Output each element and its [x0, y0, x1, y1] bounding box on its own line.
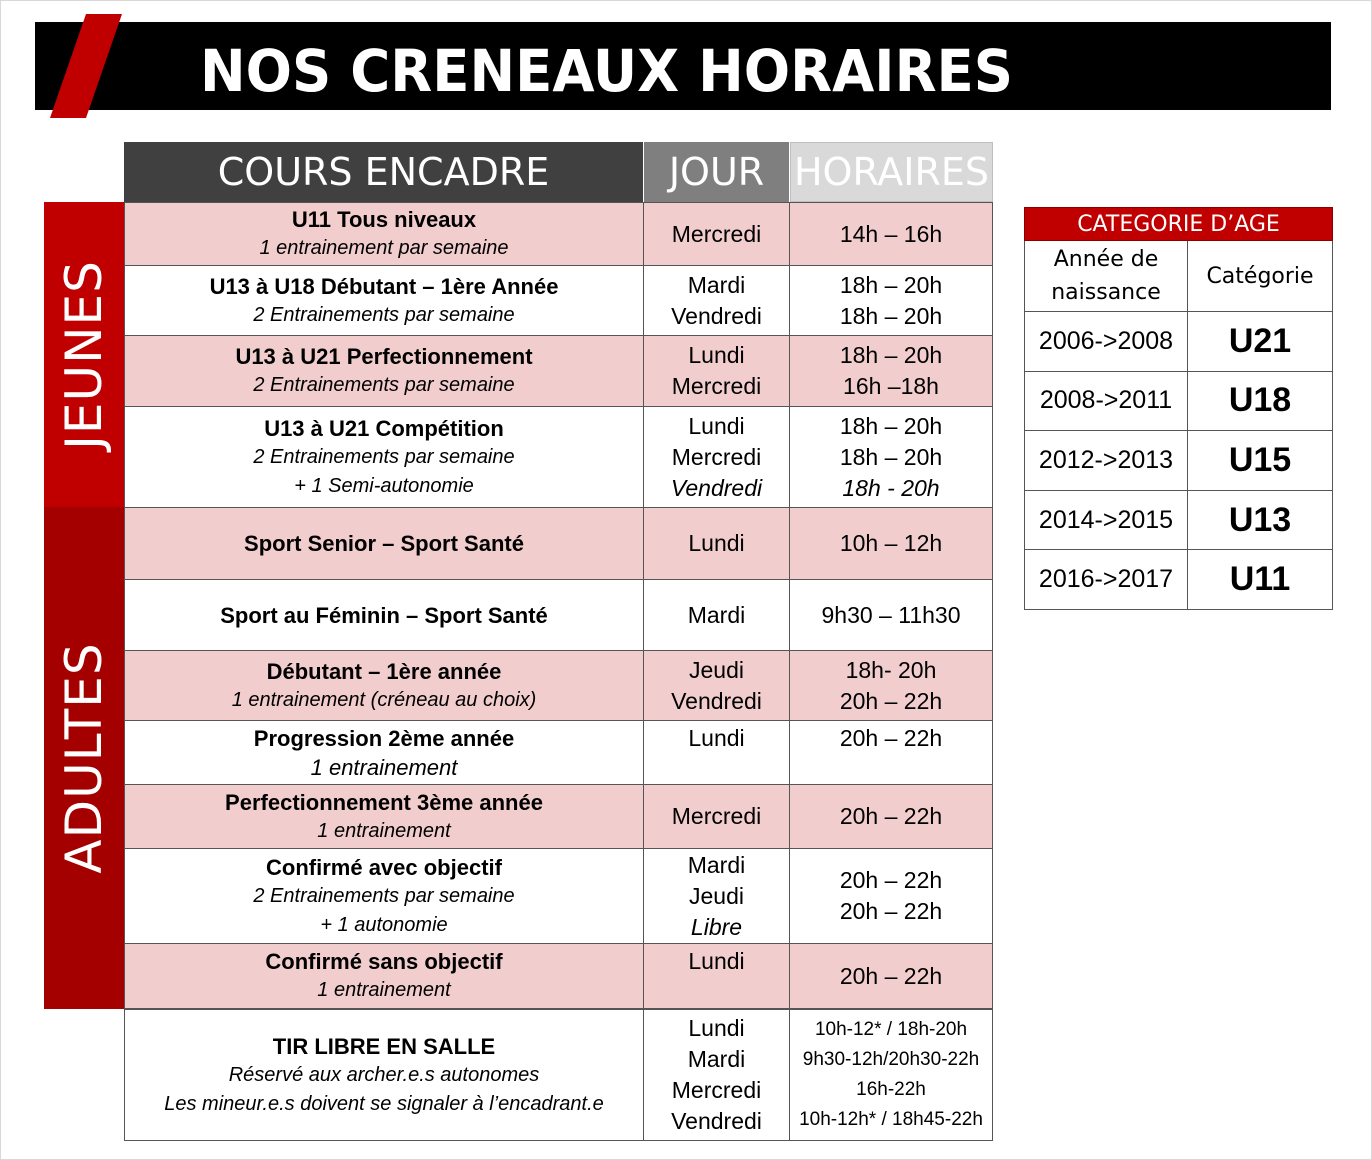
time-cell: [790, 651, 993, 720]
day-cell: [644, 651, 790, 720]
age-category-row: [1024, 312, 1333, 372]
age-category-header-row: [1024, 241, 1333, 312]
section-band-adultes: [44, 507, 124, 1009]
course-cell: [124, 785, 644, 848]
day: Mercredi: [671, 1077, 762, 1103]
time: 18h – 20h: [839, 342, 943, 368]
course-subtitle: 2 Entrainements par semaine: [253, 884, 515, 907]
time: 20h – 22h: [839, 687, 943, 714]
day: Jeudi: [689, 882, 744, 909]
category-code: U18: [1228, 381, 1292, 420]
course-cell: [124, 336, 644, 406]
age-category-row: [1024, 431, 1333, 491]
time: 20h – 22h: [839, 725, 943, 751]
course-subtitle: 1 entrainement: [317, 819, 451, 842]
day-cell: [644, 785, 790, 848]
time: 20h – 22h: [839, 867, 943, 893]
table-row: [124, 580, 993, 651]
time: 18h – 20h: [839, 302, 943, 329]
course-title: Sport Senior – Sport Santé: [244, 531, 524, 556]
course-title: U13 à U18 Débutant – 1ère Année: [209, 273, 559, 299]
day: Mercredi: [671, 443, 762, 470]
day: Lundi: [688, 1015, 745, 1041]
time: 20h – 22h: [839, 962, 943, 989]
course-cell: [124, 508, 644, 579]
day: Vendredi: [671, 687, 762, 714]
day-cell: [644, 336, 790, 406]
section-label-adultes: ADULTES: [55, 642, 113, 874]
time: 10h-12h* / 18h45-22h: [799, 1109, 983, 1130]
day: Mardi: [687, 271, 746, 298]
time-cell: [790, 785, 993, 848]
time-cell: [790, 336, 993, 406]
table-row: [124, 651, 993, 721]
day: Mardi: [687, 1046, 746, 1072]
day: Lundi: [688, 342, 745, 368]
day-cell: [644, 721, 790, 784]
day-cell: [644, 203, 790, 265]
birth-year-range: 2012->2013: [1025, 431, 1188, 490]
day-cell: [644, 580, 790, 650]
time-cell: [790, 266, 993, 335]
time-cell: [790, 407, 993, 507]
birth-year-range: 2014->2015: [1025, 491, 1188, 550]
time: 10h-12* / 18h-20h: [814, 1019, 968, 1040]
course-subtitle: Les mineur.e.s doivent se signaler à l’encadrant.e: [164, 1092, 604, 1115]
birth-year-range: 2006->2008: [1025, 312, 1188, 371]
table-row: [124, 721, 993, 785]
time-cell: [790, 580, 993, 650]
course-subtitle: 2 Entrainements par semaine: [253, 303, 515, 326]
day: Vendredi: [671, 302, 762, 329]
day: Libre: [690, 913, 743, 940]
table-row: [124, 849, 993, 944]
course-title: Sport au Féminin – Sport Santé: [220, 602, 548, 628]
course-title: Perfectionnement 3ème année: [225, 789, 543, 815]
day: Lundi: [688, 948, 745, 974]
course-cell: [124, 944, 644, 1008]
course-title: TIR LIBRE EN SALLE: [272, 1033, 496, 1059]
course-cell: [124, 721, 644, 784]
header-jour: JOUR: [644, 142, 789, 202]
category-code: U13: [1228, 500, 1292, 539]
header-cours: COURS ENCADRE: [124, 142, 643, 202]
course-subtitle: + 1 Semi-autonomie: [294, 474, 474, 497]
time: 20h – 22h: [839, 803, 943, 829]
header-horaires: HORAIRES: [790, 142, 993, 202]
time: 18h - 20h: [842, 474, 940, 501]
table-row: [124, 202, 993, 266]
day: Mardi: [687, 601, 746, 628]
day-cell: [644, 266, 790, 335]
category-code: U21: [1228, 321, 1292, 360]
time: 9h30-12h/20h30-22h: [802, 1049, 980, 1070]
course-cell: [124, 1010, 644, 1140]
day: Lundi: [688, 725, 745, 751]
header-annee: Année de naissance: [1025, 241, 1188, 311]
time: 20h – 22h: [839, 898, 943, 924]
course-cell: [124, 849, 644, 943]
table-row: [124, 508, 993, 580]
time: 18h – 20h: [839, 271, 943, 298]
age-category-row: [1024, 550, 1333, 610]
category-code: U11: [1229, 560, 1291, 599]
course-subtitle: 1 entrainement: [317, 979, 451, 1001]
day: Mercredi: [671, 220, 762, 247]
table-row: [124, 407, 993, 508]
table-row: [124, 336, 993, 407]
page-title: NOS CRENEAUX HORAIRES: [200, 37, 1014, 105]
course-subtitle: 1 entrainement par semaine: [259, 237, 509, 259]
time-cell: [790, 721, 993, 784]
section-label-jeunes: JEUNES: [55, 259, 113, 450]
age-category-title: CATEGORIE D’AGE: [1024, 207, 1333, 241]
day: Jeudi: [689, 656, 744, 683]
day: Mercredi: [671, 373, 762, 399]
day: Vendredi: [671, 1108, 762, 1134]
day: Vendredi: [670, 474, 763, 501]
time: 16h –18h: [843, 373, 939, 399]
birth-year-range: 2016->2017: [1025, 550, 1188, 609]
time: 18h- 20h: [845, 656, 937, 683]
course-title: U13 à U21 Compétition: [264, 415, 504, 441]
course-title: U11 Tous niveaux: [291, 207, 477, 232]
age-category-row: [1024, 491, 1333, 551]
age-category-row: [1024, 372, 1333, 432]
table-row: [124, 944, 993, 1009]
age-category-table: [1024, 207, 1333, 610]
header-categorie: Catégorie: [1206, 263, 1314, 289]
course-subtitle: 2 Entrainements par semaine: [253, 374, 515, 396]
time: 9h30 – 11h30: [821, 601, 961, 628]
time: 14h – 16h: [839, 220, 943, 247]
table-row: [124, 1009, 993, 1141]
course-cell: [124, 407, 644, 507]
time: 18h – 20h: [839, 412, 943, 439]
table-row: [124, 266, 993, 336]
course-title: Confirmé sans objectif: [265, 949, 503, 974]
course-subtitle: 1 entrainement (créneau au choix): [231, 688, 537, 711]
day-cell: [644, 407, 790, 507]
course-cell: [124, 580, 644, 650]
course-subtitle: 1 entrainement: [310, 754, 458, 780]
time: 18h – 20h: [839, 443, 943, 470]
day-cell: [644, 1010, 790, 1140]
time-cell: [790, 203, 993, 265]
day-cell: [644, 944, 790, 1008]
day: Lundi: [688, 412, 745, 439]
section-band-jeunes: [44, 202, 124, 507]
course-subtitle: Réservé aux archer.e.s autonomes: [228, 1063, 540, 1086]
day-cell: [644, 508, 790, 579]
course-cell: [124, 203, 644, 265]
course-title: Progression 2ème année: [253, 725, 515, 751]
time-cell: [790, 849, 993, 943]
course-subtitle: + 1 autonomie: [320, 913, 448, 936]
time-cell: [790, 1010, 993, 1140]
time-cell: [790, 944, 993, 1008]
course-cell: [124, 651, 644, 720]
day: Mercredi: [671, 803, 762, 829]
day: Mardi: [687, 851, 746, 878]
time-cell: [790, 508, 993, 579]
day-cell: [644, 849, 790, 943]
day: Lundi: [688, 530, 745, 556]
time: 10h – 12h: [839, 530, 943, 556]
course-title: Confirmé avec objectif: [266, 854, 502, 880]
category-code: U15: [1228, 440, 1292, 479]
course-subtitle: 2 Entrainements par semaine: [253, 445, 515, 468]
course-title: Débutant – 1ère année: [266, 658, 502, 684]
table-row: [124, 785, 993, 849]
birth-year-range: 2008->2011: [1025, 372, 1188, 431]
course-cell: [124, 266, 644, 335]
time: 16h-22h: [856, 1079, 926, 1100]
course-title: U13 à U21 Perfectionnement: [235, 344, 533, 369]
